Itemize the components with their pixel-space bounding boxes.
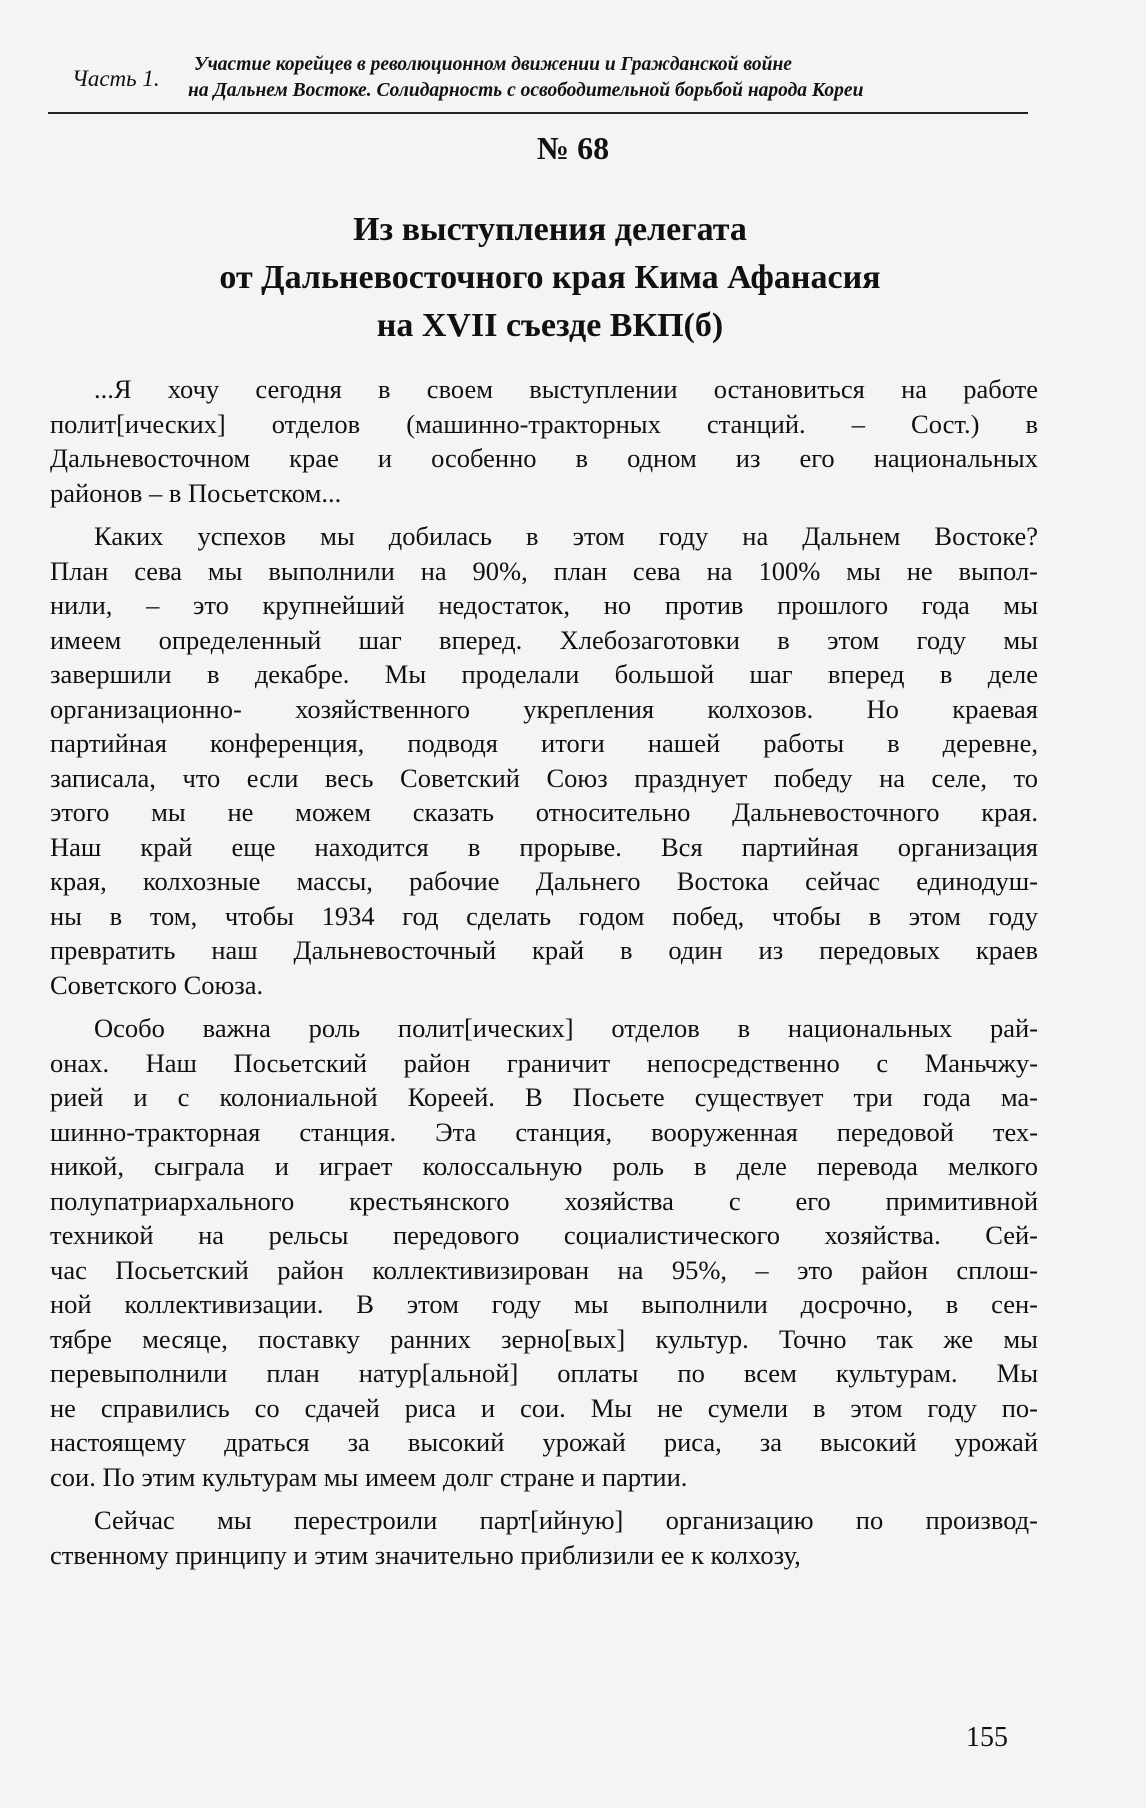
paragraph-line: ственному принципу и этим значительно приблизили ее к колхозу,: [50, 1539, 801, 1570]
paragraph-line: сои. По этим культурам мы имеем долг стране и партии.: [50, 1461, 688, 1492]
paragraph-line: шинно-тракторная станция. Эта станция, вооруженная передовой тех-: [50, 1116, 1038, 1147]
paragraph-line: районов – в Посьетском...: [50, 477, 342, 508]
paragraph-line: края, колхозные массы, рабочие Дальнего Востока сейчас единодуш-: [50, 866, 1038, 896]
running-head-line-2: на Дальнем Востоке. Солидарность с освободительной борьбой народа Кореи: [188, 80, 864, 101]
paragraph-line: Советского Союза.: [50, 969, 264, 1000]
paragraph-line: час Посьетский район коллективизирован на 95%, – это район сплош-: [50, 1254, 1038, 1285]
paragraph-line: полит[ических] отделов (машинно-тракторных станций. – Сост.) в: [50, 408, 1038, 439]
paragraph-line: Особо важна роль полит[ических] отделов в национальных рай-: [94, 1013, 1038, 1043]
paragraph-line: Наш край еще находится в прорыве. Вся партийная организация: [50, 831, 1038, 862]
paragraph-line: настоящему драться за высокий урожай риса, за высокий урожай: [50, 1427, 1038, 1457]
paragraph: [50, 372, 1038, 510]
paragraph-line: Сейчас мы перестроили парт[ийную] организацию по производ-: [94, 1505, 1038, 1535]
paragraph-line: Каких успехов мы добилась в этом году на Дальнем Востоке?: [94, 521, 1038, 551]
paragraph-line: ны в том, чтобы 1934 год сделать годом побед, чтобы в этом году: [50, 900, 1038, 931]
paragraph-line: ...Я хочу сегодня в своем выступлении остановиться на работе: [94, 374, 1038, 404]
paragraph-line: ной коллективизации. В этом году мы выполнили досрочно, в сен-: [50, 1289, 1038, 1319]
paragraph-line: перевыполнили план натур[альной] оплаты по всем культурам. Мы: [50, 1358, 1038, 1388]
title-line: на XVII съезде ВКП(б): [376, 307, 724, 344]
document-title: [60, 206, 1040, 350]
title-line: Из выступления делегата: [353, 211, 747, 248]
paragraph-line: никой, сыграла и играет колоссальную роль в деле перевода мелкого: [50, 1151, 1038, 1181]
paragraph-line: полупатриархального крестьянского хозяйства с его примитивной: [50, 1185, 1038, 1216]
paragraph-line: имеем определенный шаг вперед. Хлебозаготовки в этом году мы: [50, 624, 1038, 655]
title-line: от Дальневосточного края Кима Афанасия: [219, 259, 881, 296]
paragraph-line: План сева мы выполнили на 90%, план сева на 100% мы не выпол-: [50, 555, 1038, 586]
paragraph-line: рией и с колониальной Кореей. В Посьете существует три года ма-: [50, 1082, 1038, 1112]
paragraph-line: нили, – это крупнейший недостаток, но против прошлого года мы: [50, 590, 1038, 620]
paragraph: [50, 1503, 1038, 1572]
part-label: Часть 1.: [72, 66, 160, 91]
paragraph-line: тябре месяце, поставку ранних зерно[вых] культур. Точно так же мы: [50, 1323, 1038, 1354]
running-head-line-1: Участие корейцев в революционном движении и Гражданской войне: [194, 54, 792, 75]
page-number: 155: [966, 1722, 1008, 1753]
paragraph-line: этого мы не можем сказать относительно Дальневосточного края.: [50, 797, 1038, 827]
paragraph-line: техникой на рельсы передового социалистического хозяйства. Сей-: [50, 1220, 1038, 1250]
paragraph-line: записала, что если весь Советский Союз празднует победу на селе, то: [50, 762, 1038, 793]
paragraph-line: превратить наш Дальневосточный край в один из передовых краев: [50, 935, 1038, 965]
paragraph-line: Дальневосточном крае и особенно в одном из его национальных: [50, 443, 1038, 473]
paragraph: [50, 519, 1038, 1002]
running-head: [48, 46, 1028, 114]
document-number: № 68: [536, 130, 610, 166]
paragraph-line: партийная конференция, подводя итоги нашей работы в деревне,: [50, 728, 1038, 758]
paragraph-line: онах. Наш Посьетский район граничит непосредственно с Маньчжу-: [50, 1047, 1038, 1078]
paragraph-line: организационно- хозяйственного укрепления колхозов. Но краевая: [50, 693, 1038, 724]
paragraph: [50, 1011, 1038, 1494]
body-text: [50, 372, 1038, 1581]
paragraph-line: не справились со сдачей риса и сои. Мы не сумели в этом году по-: [50, 1392, 1038, 1423]
paragraph-line: завершили в декабре. Мы проделали большой шаг вперед в деле: [50, 659, 1038, 689]
